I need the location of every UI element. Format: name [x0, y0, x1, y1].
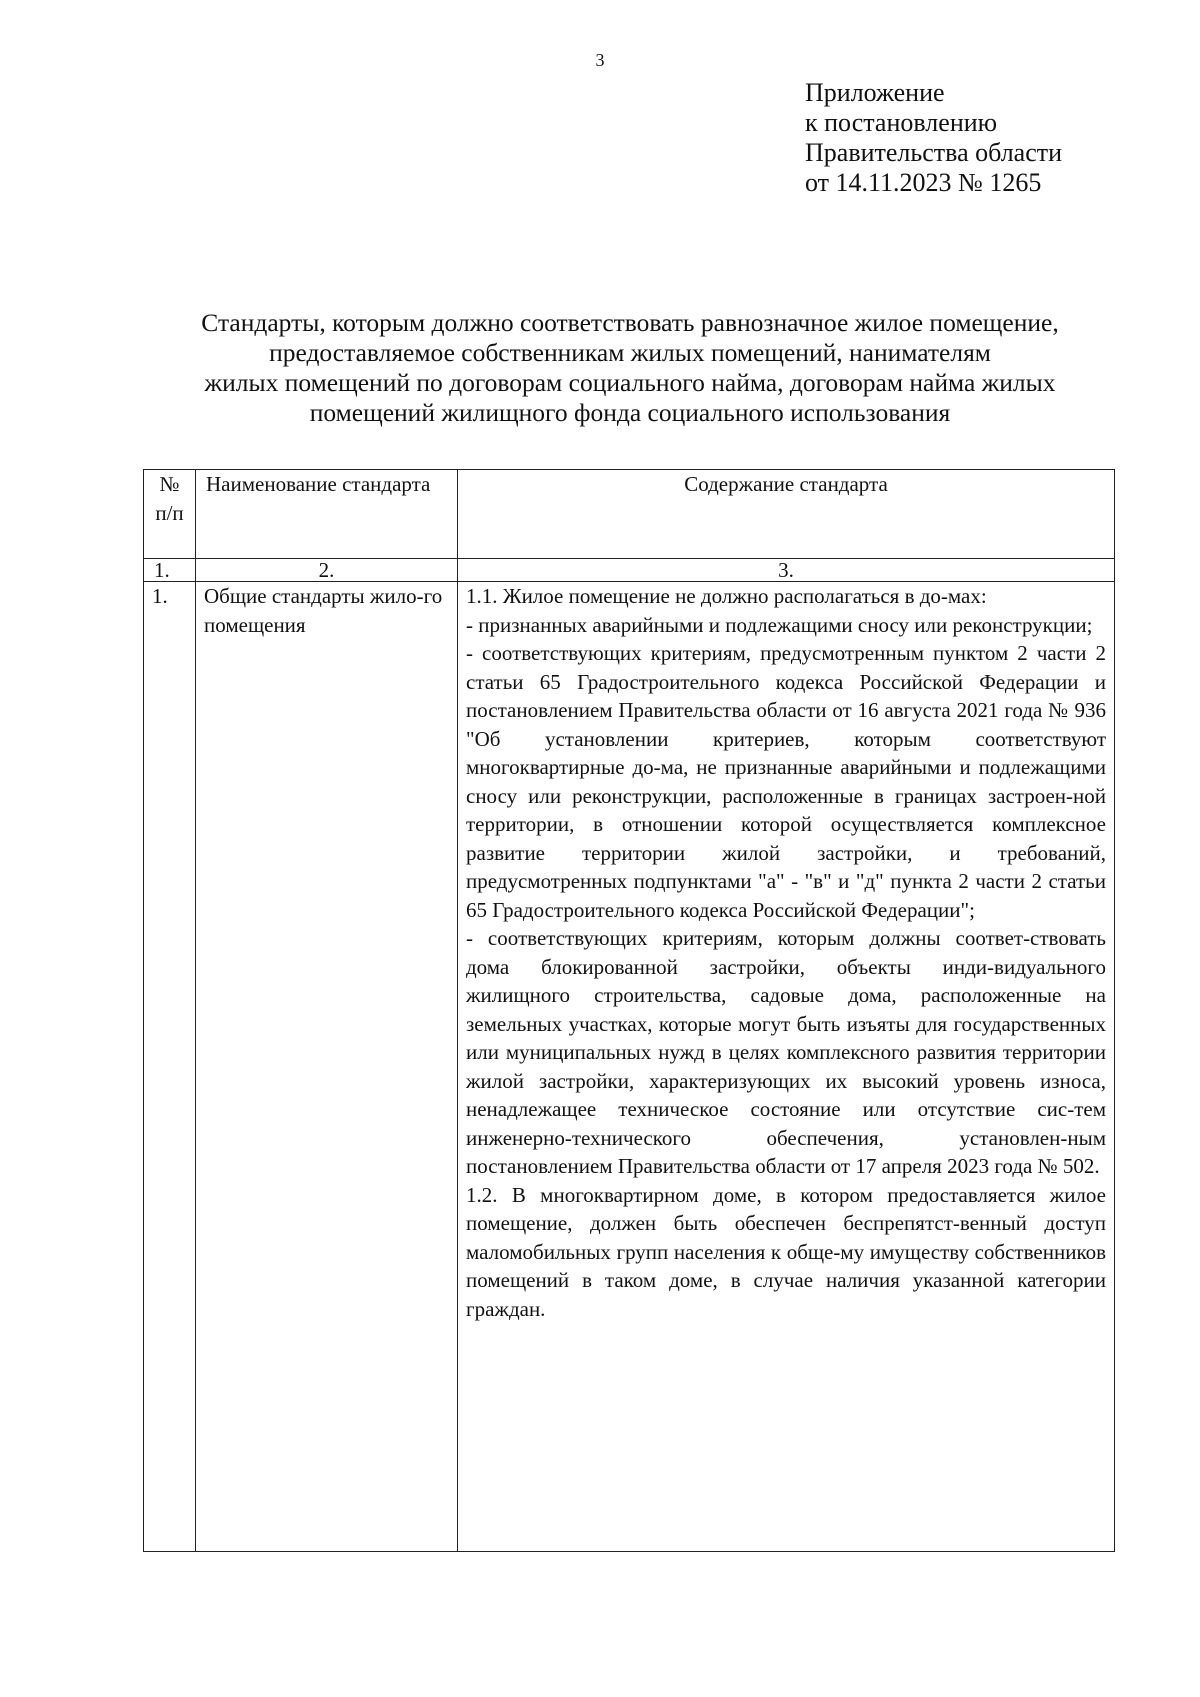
- content-paragraph: 1.2. В многоквартирном доме, в котором предоставляется жилое помещение, должен быть обеспечен беспрепятст-венный доступ маломобильных групп населения к обще-му имуществу собственников помещений в таком доме, в случае наличия указанной категории граждан.: [466, 1182, 1106, 1321]
- header-number-abbr: п/п: [155, 500, 184, 525]
- content-paragraph: - соответствующих критериям, которым должны соответ-ствовать дома блокированной застройки, объекты инди-видуального жилищного строительства, садовые дома, расположенные на земельных участках, которые могут быть изъяты для государственных или муниципальных нужд в целях комплексного развития территории жилой застройки, характеризующих их высокий уровень износа, ненадлежащее техническое состояние или отсутствие сис-тем инженерно-технического обеспечения, установлен-ным постановлением Правительства области от 17 апреля 2023 года № 502.: [466, 926, 1106, 1178]
- title-line: жилых помещений по договорам социального найма, договорам найма жилых: [204, 368, 1056, 397]
- appendix-header: [805, 78, 1062, 198]
- header-number-symbol: №: [159, 472, 180, 496]
- title-line: Стандарты, которым должно соответствовать равнозначное жилое помещение,: [201, 308, 1059, 337]
- appendix-line: Правительства области: [805, 138, 1063, 167]
- appendix-line: от 14.11.2023 № 1265: [805, 168, 1042, 197]
- header-number-cell: [144, 470, 196, 559]
- column-number-cell: 1.: [144, 559, 196, 582]
- column-number-row: [144, 559, 1115, 582]
- appendix-line: к постановлению: [805, 108, 998, 137]
- row-content-cell: [458, 582, 1115, 1552]
- header-content-cell: Содержание стандарта: [458, 470, 1115, 559]
- column-number-cell: 2.: [196, 559, 458, 582]
- title-line: предоставляемое собственникам жилых помещений, нанимателям: [269, 338, 991, 367]
- document-title: [140, 308, 1120, 428]
- table-header-row: [144, 470, 1115, 559]
- row-number-cell: 1.: [144, 582, 196, 1552]
- content-paragraph: - соответствующих критериям, предусмотренным пунктом 2 части 2 статьи 65 Градостроительного кодекса Российской Федерации и постановлением Правительства области от 16 августа 2021 года № 936 "Об установлении критериев, которым соответствуют многоквартирные до-ма, не признанные аварийными и подлежащими сносу или реконструкции, расположенные в границах застроен-ной территории, в отношении которой осуществляется комплексное развитие территории жилой застройки, и требований, предусмотренных подпунктами "а" - "в" и "д" пункта 2 части 2 статьи 65 Градостроительного кодекса Российской Федерации";: [466, 641, 1106, 922]
- content-paragraph: 1.1. Жилое помещение не должно располагаться в до-мах:: [466, 584, 987, 608]
- page-number: 3: [595, 50, 605, 70]
- content-paragraph: - признанных аварийными и подлежащими сносу или реконструкции;: [466, 612, 1093, 637]
- title-line: помещений жилищного фонда социального использования: [309, 398, 951, 427]
- header-name-cell: Наименование стандарта: [196, 470, 458, 559]
- standards-table: [143, 469, 1115, 1552]
- table-row: [144, 582, 1115, 1552]
- column-number-cell: 3.: [458, 559, 1115, 582]
- appendix-line: Приложение: [805, 78, 945, 107]
- row-name-cell: Общие стандарты жило-го помещения: [196, 582, 458, 1552]
